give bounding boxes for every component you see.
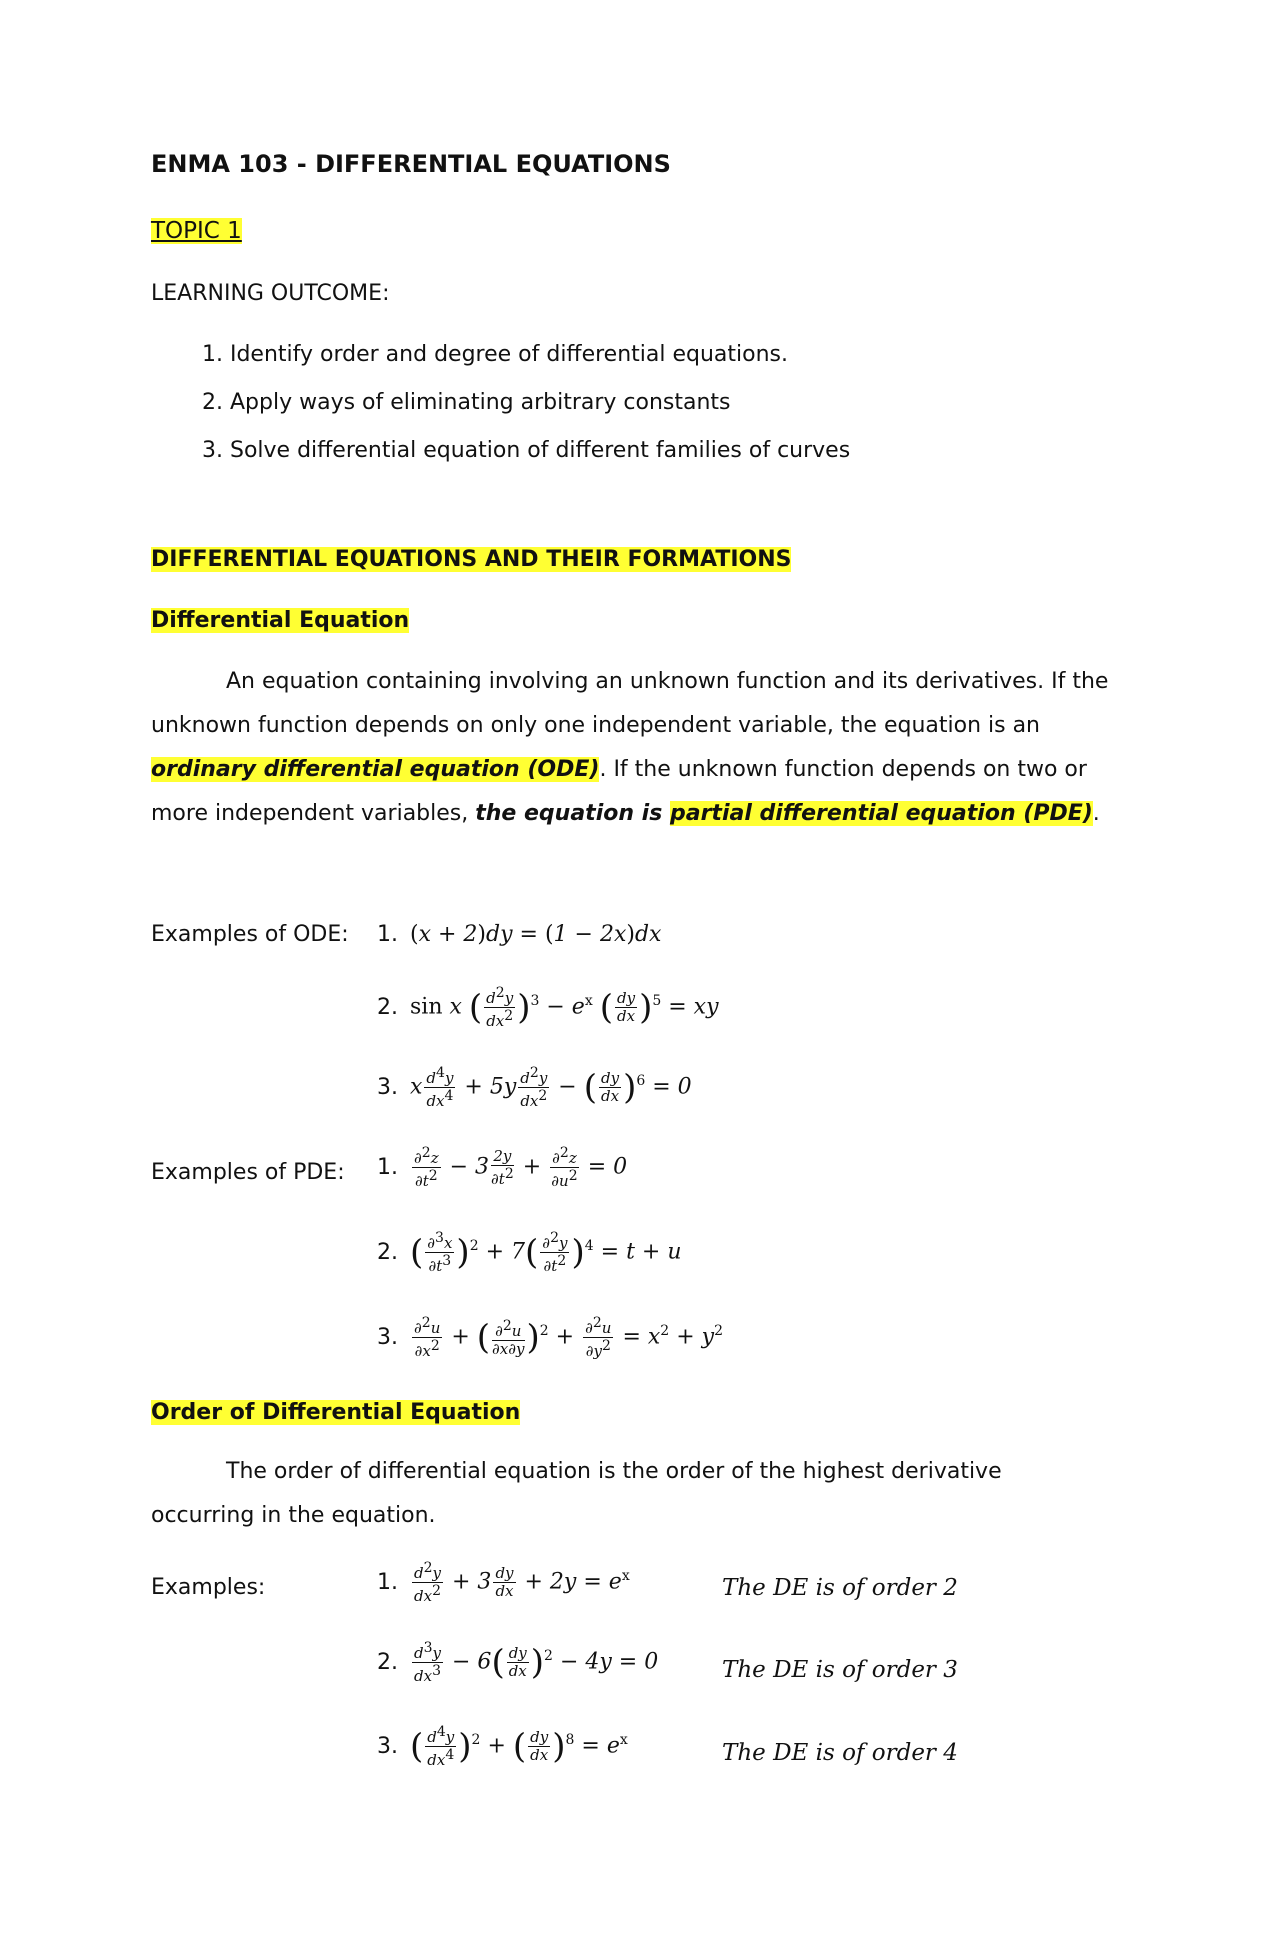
order-note-1: The DE is of order 2 (722, 1575, 958, 1601)
order-example-1: 1. $\frac{d^2y}{dx^2}$ + 3 $\frac{dy}{dx}$ + $2y = e^x$ (377, 1560, 630, 1605)
pde-term: partial differential equation (PDE) (669, 801, 1093, 826)
course-title: ENMA 103 - DIFFERENTIAL EQUATIONS (151, 150, 671, 178)
ode-term: ordinary differential equation (ODE) (151, 757, 600, 782)
ode-example-2: 2. sin x ( $\frac{d^2y}{dx^2}$ )$^3 - e^x$ ( $\frac{dy}{dx}$ )$^5$ = xy (377, 985, 719, 1030)
order-examples-label: Examples: (151, 1575, 266, 1600)
order-example-2: 2. $\frac{d^3y}{dx^3}$ − 6( $\frac{dy}{dx}$ )$^2$ − 4y = 0 (377, 1640, 659, 1685)
ode-example-3: 3. x $\frac{d^4y}{dx^4}$ + 5y $\frac{d^2y}{dx^2}$ − ( $\frac{dy}{dx}$ )$^6$ = 0 (377, 1065, 692, 1110)
outcome-item: 3. Solve differential equation of different families of curves (202, 438, 851, 463)
order-example-3: 3. ( $\frac{d^4y}{dx^4}$ )$^2$ + ( $\frac{dy}{dx}$ )$^8 = e^x$ (377, 1724, 628, 1769)
order-heading: Order of Differential Equation (151, 1400, 521, 1425)
pde-example-2: 2. ( $\frac{\partial^3x}{\partial t^3}$ )$^2$ + 7( $\frac{\partial^2y}{\partial t^2}$ )$^4$ = t + u (377, 1230, 682, 1275)
topic-label: TOPIC 1 (151, 218, 242, 244)
order-paragraph: The order of differential equation is the order of the highest derivative occurring in the equation. (151, 1459, 1002, 1528)
differential-equation-heading: Differential Equation (151, 608, 410, 633)
order-note-2: The DE is of order 3 (722, 1657, 958, 1683)
pde-example-1: 1. $\frac{\partial^2z}{\partial t^2}$ − 3 $\frac{2y}{\partial t^2}$ + $\frac{\partial^2z}{\partial u^2}$ = 0 (377, 1145, 628, 1190)
ode-example-1: 1. (x + 2)dy = (1 − 2x)dx (377, 922, 662, 947)
learning-outcome-label: LEARNING OUTCOME: (151, 281, 390, 306)
outcome-item: 2. Apply ways of eliminating arbitrary constants (202, 390, 731, 415)
outcome-item: 1. Identify order and degree of differential equations. (202, 342, 789, 367)
pde-examples-label: Examples of PDE: (151, 1160, 345, 1185)
order-note-3: The DE is of order 4 (722, 1740, 958, 1766)
section-heading: DIFFERENTIAL EQUATIONS AND THEIR FORMATIONS (151, 547, 792, 572)
pde-example-3: 3. $\frac{\partial^2u}{\partial x^2}$ + ( $\frac{\partial^2u}{\partial x\partial y}$ )$^2$ + $\frac{\partial^2u}{\partial y^2}$ = $x^2 + y^2$ (377, 1315, 723, 1360)
definition-paragraph: An equation containing involving an unknown function and its derivatives. If the unknown function depends on only one independent variable, the equation is an ordinary differential equation (ODE). If the unknown function depends on two or more independent variables, the equation is partial differential equation (PDE). (151, 669, 1109, 826)
ode-examples-label: Examples of ODE: (151, 922, 349, 947)
